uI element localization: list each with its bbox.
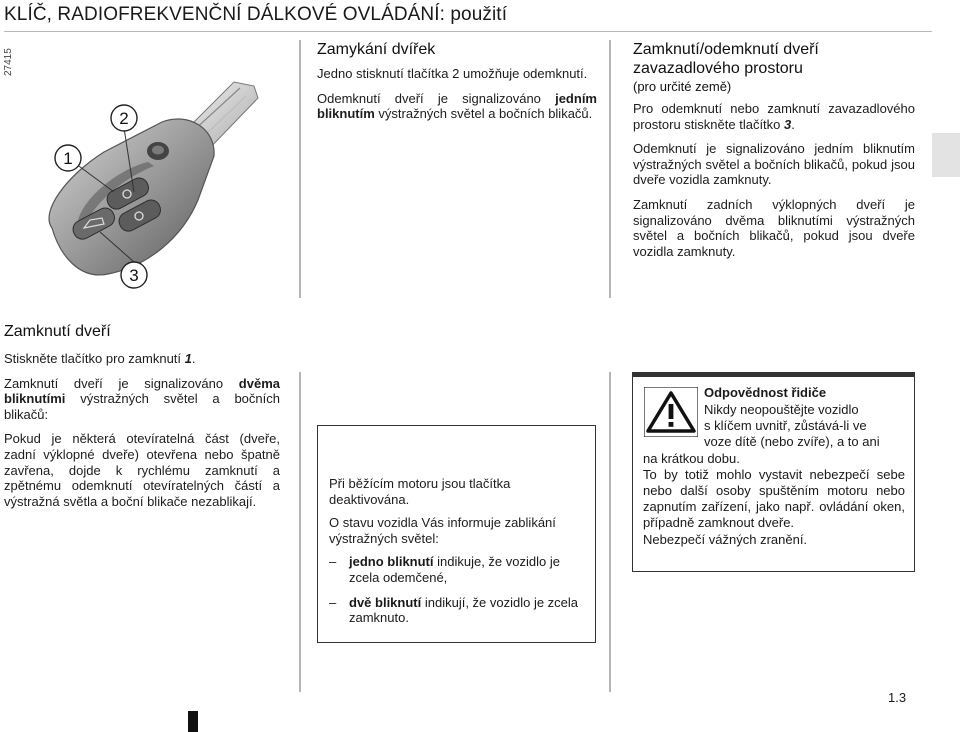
paragraph: Stiskněte tlačítko pro zamknutí 1. bbox=[4, 351, 196, 366]
remote-key-illustration bbox=[30, 44, 292, 294]
paragraph: Pokud je některá otevíratelná část (dveře, zadní výklopné dveře) otevřena nebo špatně zavřena, dojde k rychlému zamknutí a zpětnému odemknutí otevíratelných částí a výstražná světla a boční blikače nezablikají. bbox=[4, 431, 280, 509]
info-box bbox=[317, 425, 596, 643]
paragraph: Při běžícím motoru jsou tlačítka deaktivována. bbox=[329, 476, 511, 507]
svg-text:3: 3 bbox=[129, 266, 139, 285]
column-divider bbox=[609, 40, 611, 298]
callout-3 bbox=[121, 262, 147, 288]
callout-1 bbox=[55, 145, 81, 171]
section-heading: Zamykání dvířek bbox=[317, 41, 436, 58]
paragraph: Zamknutí dveří je signalizováno dvěma bliknutími výstražných světel a bočních blikačů: bbox=[4, 375, 280, 422]
warning-box bbox=[632, 372, 915, 572]
section-door-lock bbox=[4, 322, 280, 518]
list-item: – jedno bliknutí indikuje, že vozidlo je zcela odemčené, bbox=[329, 554, 560, 585]
warning-line: Nikdy neopouštějte vozidlo bbox=[704, 402, 859, 417]
warning-paragraph: Nebezpečí vážných zranění. bbox=[643, 531, 808, 547]
paragraph: Pro odemknutí nebo zamknutí zavazadlového prostoru stiskněte tlačítko 3. bbox=[633, 101, 915, 132]
figure-id: 27415 bbox=[3, 48, 14, 76]
paragraph: O stavu vozidla Vás informuje zablikání výstražných světel: bbox=[329, 515, 556, 546]
svg-text:2: 2 bbox=[119, 109, 129, 128]
section-cargo-lock bbox=[633, 40, 915, 268]
warning-triangle-icon bbox=[644, 387, 698, 437]
warning-paragraph: To by totiž mohlo vystavit nebezpečí sebe nebo další osoby spuštěním motoru nebo zapnutím zařízení, jako např. ovládání oken, případně zamknout dveře. bbox=[643, 466, 905, 531]
corner-mark bbox=[188, 711, 198, 732]
section-heading: Zamknutí/odemknutí dveří zavazadlového prostoru bbox=[633, 41, 819, 77]
column-divider bbox=[609, 372, 611, 692]
section-lock-flap bbox=[317, 40, 597, 131]
warning-line: s klíčem uvnitř, zůstává-li ve bbox=[704, 418, 867, 434]
section-subheading: (pro určité země) bbox=[633, 79, 732, 94]
paragraph: Jedno stisknutí tlačítka 2 umožňuje odemknutí. bbox=[317, 66, 588, 81]
warning-line: na krátkou dobu. bbox=[643, 450, 740, 466]
paragraph: Odemknutí dveří je signalizováno jedním bliknutím výstražných světel a bočních blikačů. bbox=[317, 90, 597, 122]
warning-line: voze dítě (nebo zvíře), a to ani bbox=[704, 434, 880, 450]
page-title: KLÍČ, RADIOFREKVENČNÍ DÁLKOVÉ OVLÁDÁNÍ: použití bbox=[4, 4, 508, 25]
indicator-list bbox=[329, 554, 585, 625]
page-number: 1.3 bbox=[888, 690, 907, 705]
title-rule bbox=[4, 31, 932, 32]
callout-2 bbox=[111, 105, 137, 131]
column-divider bbox=[299, 372, 301, 692]
paragraph: Odemknutí je signalizováno jedním bliknutím výstražných světel a bočních blikačů, pokud jsou dveře vozidla zamknuty. bbox=[633, 141, 915, 188]
section-heading: Zamknutí dveří bbox=[4, 323, 111, 340]
list-item: – dvě bliknutí indikují, že vozidlo je zcela zamknuto. bbox=[329, 594, 579, 626]
column-divider bbox=[299, 40, 301, 298]
paragraph: Zamknutí zadních výklopných dveří je signalizováno dvěma bliknutími výstražných světel a bočních blikačů, pokud jsou dveře vozidla zamknuty. bbox=[633, 196, 915, 259]
warning-title: Odpovědnost řidiče bbox=[704, 385, 827, 400]
svg-text:1: 1 bbox=[63, 149, 73, 168]
chapter-tab bbox=[932, 133, 960, 177]
